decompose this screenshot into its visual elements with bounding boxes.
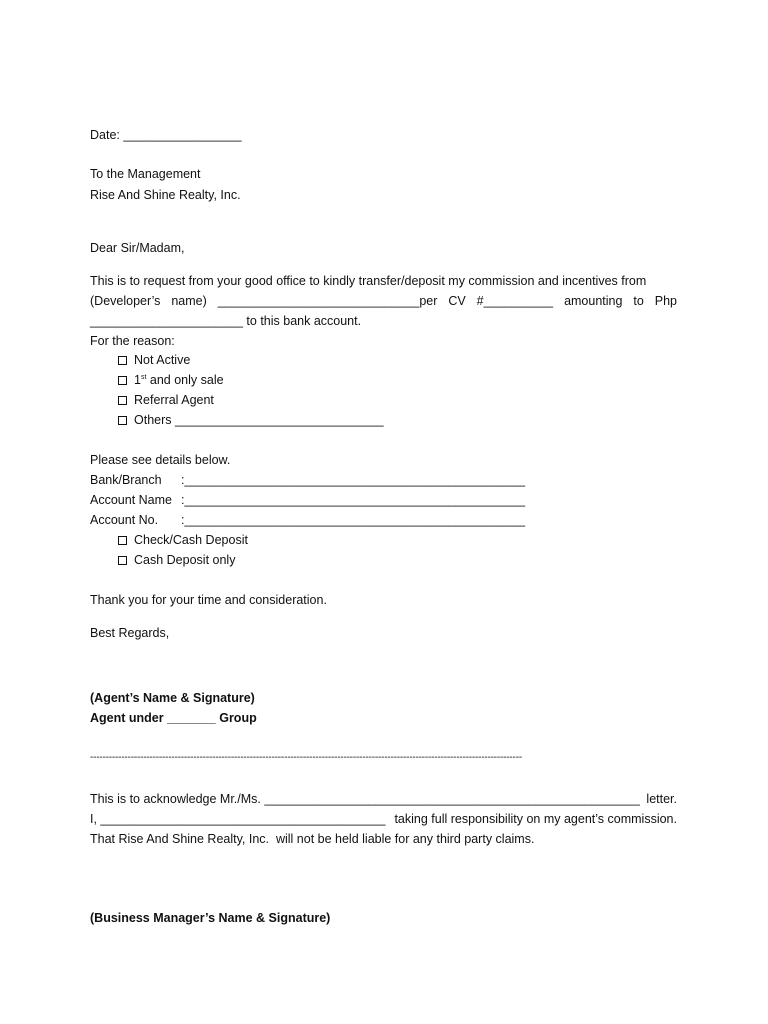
ordinal-suffix: st bbox=[140, 373, 147, 381]
date-line: Date: _________________ bbox=[90, 128, 242, 142]
ack-text: taking full responsibility on my agent’s commission. bbox=[394, 812, 677, 826]
reason-option-others[interactable] bbox=[118, 412, 384, 428]
deposit-option-cash-only[interactable] bbox=[118, 552, 235, 568]
agent-group-line: Agent under _______ Group bbox=[90, 711, 257, 725]
bank-branch-row bbox=[90, 472, 525, 488]
details-intro: Please see details below. bbox=[90, 453, 231, 467]
request-word: to bbox=[633, 294, 644, 308]
checkbox-icon[interactable] bbox=[118, 556, 127, 565]
checkbox-icon[interactable] bbox=[118, 396, 127, 405]
account-no-field[interactable]: :_________________________________________________ bbox=[181, 513, 526, 527]
ack-line-1 bbox=[90, 791, 677, 807]
bank-branch-field[interactable]: :_________________________________________________ bbox=[181, 473, 526, 487]
checkbox-icon[interactable] bbox=[118, 356, 127, 365]
recipient-company: Rise And Shine Realty, Inc. bbox=[90, 188, 241, 202]
reason-option-label bbox=[134, 372, 224, 388]
request-text-1: This is to request from your good office to kindly transfer/deposit my commission and incentives from bbox=[90, 274, 647, 288]
bank-branch-label: Bank/Branch bbox=[90, 473, 162, 487]
request-line-1 bbox=[90, 273, 677, 289]
ack-line-2 bbox=[90, 811, 677, 827]
account-name-row bbox=[90, 492, 525, 508]
manager-signature: (Business Manager’s Name & Signature) bbox=[90, 911, 331, 925]
reason-option-not-active[interactable] bbox=[118, 352, 190, 368]
request-line-2 bbox=[90, 293, 677, 309]
reason-option-label: Referral Agent bbox=[134, 393, 214, 407]
ack-text: This is to acknowledge Mr./Ms. ______________________________________________________ bbox=[90, 792, 640, 806]
request-word: name) bbox=[171, 294, 207, 308]
acknowledgement-paragraph bbox=[90, 791, 677, 847]
thanks-line: Thank you for your time and consideration. bbox=[90, 593, 327, 607]
ack-line-3 bbox=[90, 831, 677, 847]
account-name-field[interactable]: :_________________________________________________ bbox=[181, 493, 526, 507]
account-no-label: Account No. bbox=[90, 513, 159, 527]
request-line-3 bbox=[90, 313, 677, 329]
ordinal-rest: and only sale bbox=[146, 373, 224, 387]
reason-label: For the reason: bbox=[90, 334, 175, 348]
checkbox-icon[interactable] bbox=[118, 416, 127, 425]
recipient-line-1: To the Management bbox=[90, 167, 201, 181]
agent-name-signature: (Agent’s Name & Signature) bbox=[90, 691, 255, 705]
reason-option-first-sale[interactable] bbox=[118, 372, 224, 388]
reason-option-label: Others ______________________________ bbox=[134, 413, 384, 427]
ack-text: That Rise And Shine Realty, Inc. will not be held liable for any third party claims. bbox=[90, 832, 535, 846]
developer-blank: _____________________________per bbox=[217, 294, 438, 308]
request-word: (Developer’s bbox=[90, 294, 161, 308]
checkbox-icon[interactable] bbox=[118, 536, 127, 545]
account-no-row bbox=[90, 512, 525, 528]
request-paragraph bbox=[90, 273, 677, 329]
ack-text: I, _________________________________________ bbox=[90, 812, 386, 826]
salutation: Dear Sir/Madam, bbox=[90, 241, 185, 255]
request-word: Php bbox=[654, 294, 677, 308]
checkbox-icon[interactable] bbox=[118, 376, 127, 385]
regards-line: Best Regards, bbox=[90, 626, 170, 640]
reason-option-label: Not Active bbox=[134, 353, 191, 367]
account-name-label: Account Name bbox=[90, 493, 172, 507]
amount-blank: ______________________ to this bank account. bbox=[90, 314, 362, 328]
ack-text: letter. bbox=[646, 792, 677, 806]
deposit-option-check-cash[interactable] bbox=[118, 532, 248, 548]
deposit-option-label: Check/Cash Deposit bbox=[134, 533, 248, 547]
divider: ------------------------------------------------------------------------------------------------------------------------------------------ bbox=[90, 752, 522, 763]
cv-blank: #__________ bbox=[476, 294, 554, 308]
deposit-option-label: Cash Deposit only bbox=[134, 553, 236, 567]
ordinal-number: 1 bbox=[134, 373, 141, 387]
reason-option-referral[interactable] bbox=[118, 392, 214, 408]
request-word: amounting bbox=[564, 294, 623, 308]
request-word: CV bbox=[448, 294, 466, 308]
